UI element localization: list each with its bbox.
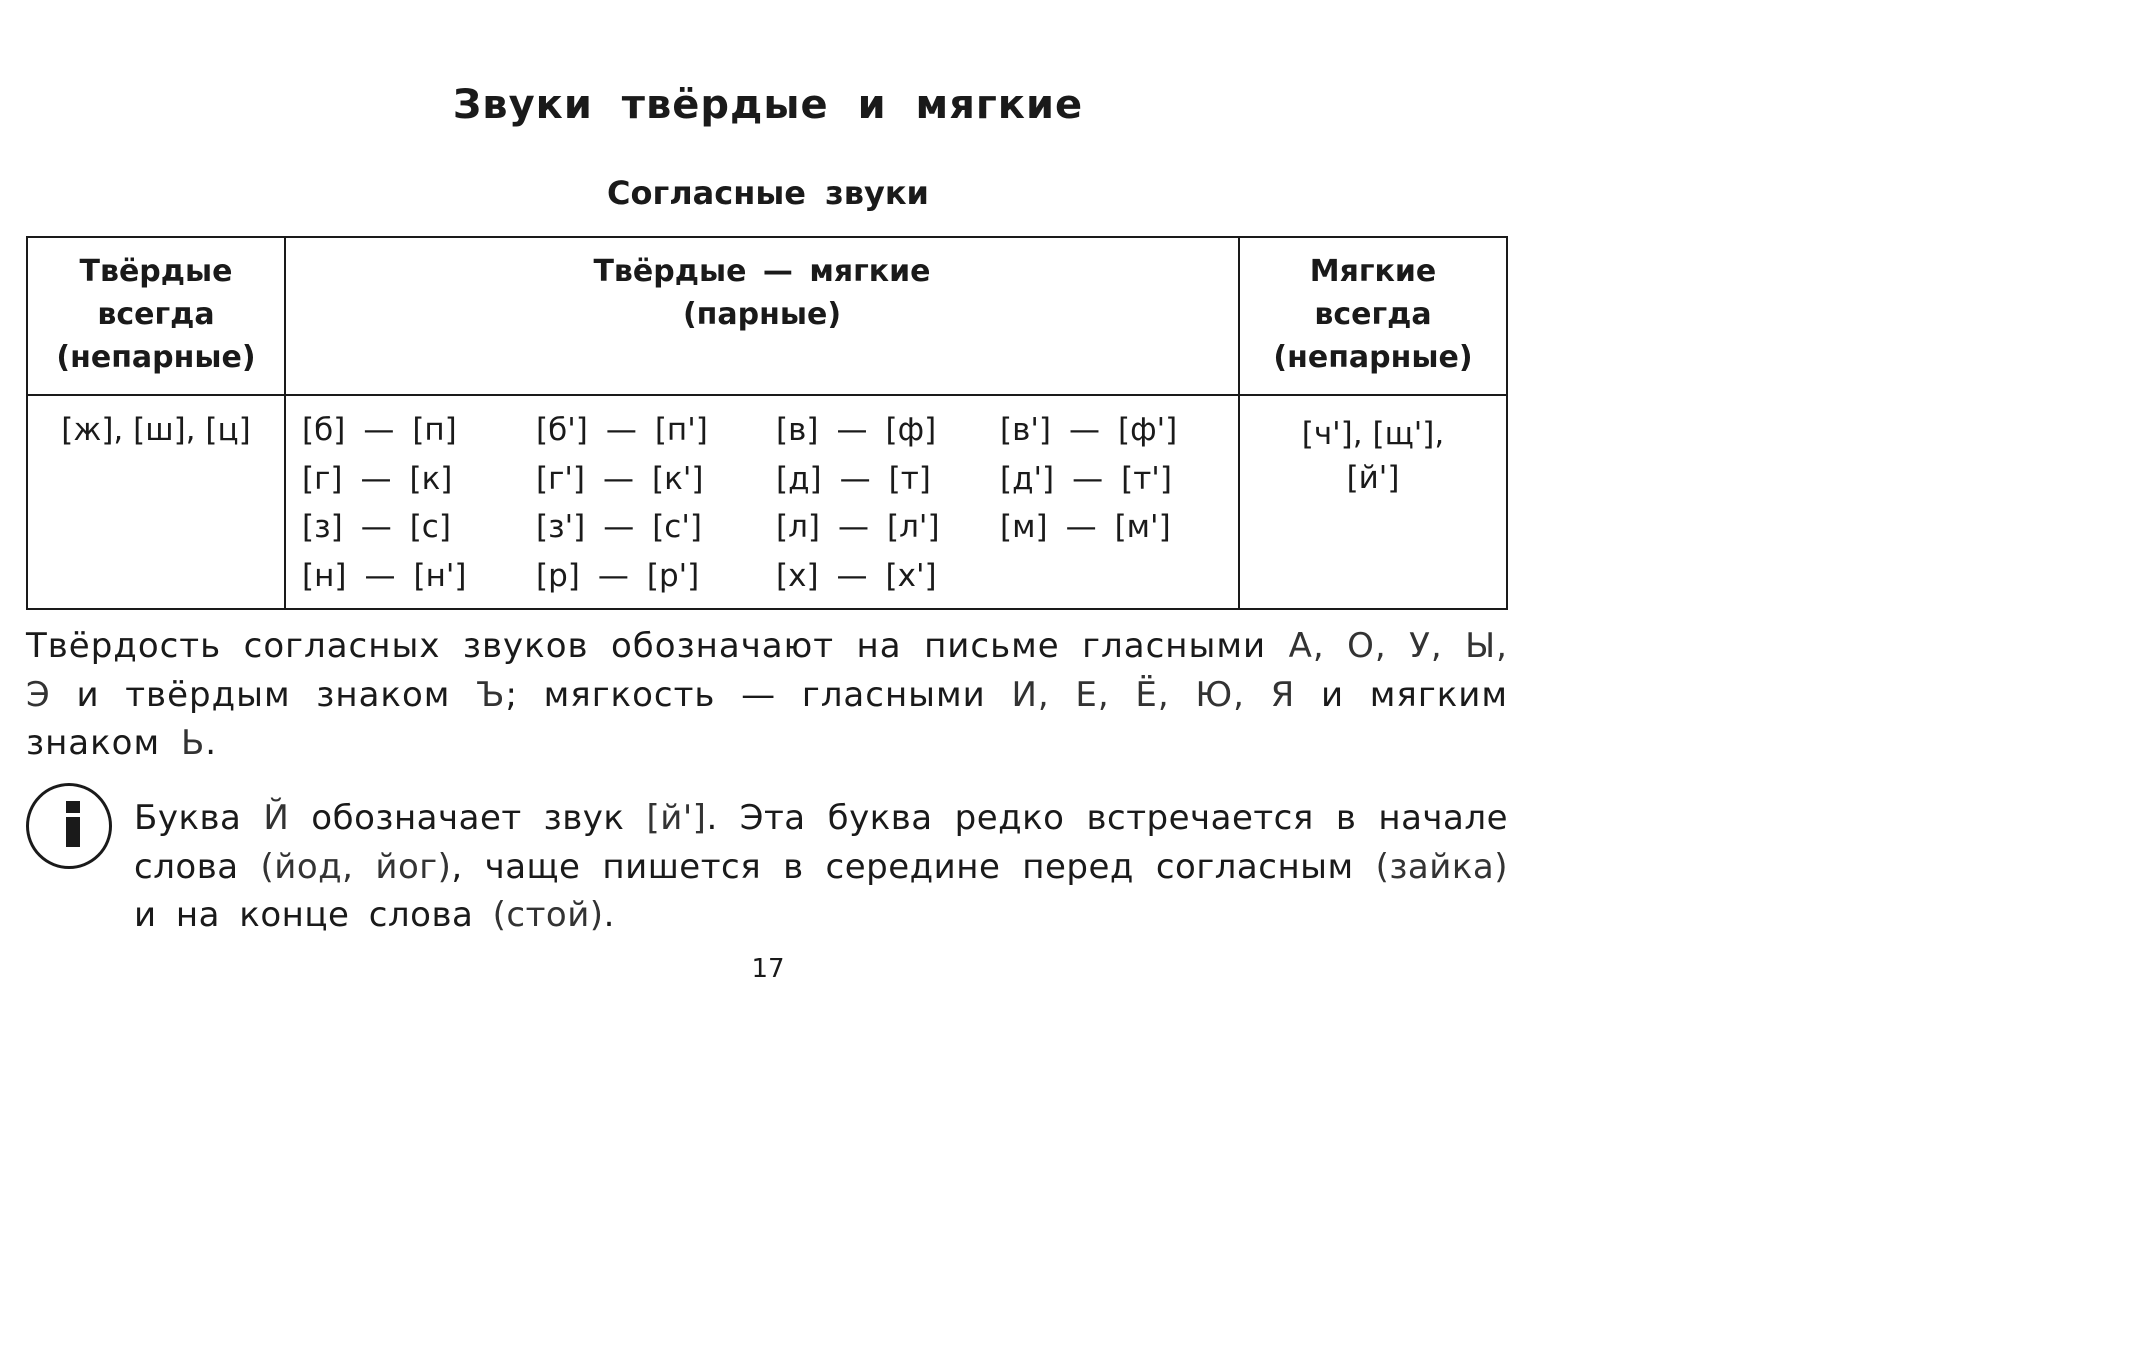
sound-pair (302, 511, 536, 560)
soft-line: [й'] (1346, 460, 1400, 496)
pair-dash: — (603, 460, 634, 497)
soft-sound: [м'] (1114, 509, 1171, 545)
info-text: . (603, 895, 615, 935)
hard-sound: [з'] (536, 509, 586, 545)
header-paired (285, 237, 1239, 395)
header-soft-always (1239, 237, 1507, 395)
rule-text: . (205, 723, 218, 763)
sound-pair (536, 460, 776, 512)
page-number: 17 (751, 954, 785, 984)
sound-pair (536, 511, 776, 560)
table-body-row (27, 395, 1507, 609)
hard-sign: Ъ (476, 674, 506, 715)
info-text: , чаще пишется в середине перед согласным (451, 846, 1376, 887)
info-paragraph (134, 794, 1508, 940)
pair-dash: — (838, 509, 870, 545)
sound-pair (776, 460, 1000, 512)
sound-pair (302, 460, 536, 512)
pair-dash: — (605, 412, 637, 448)
soft-always-sounds (1239, 395, 1507, 609)
hard-sound: [д'] (1000, 460, 1055, 497)
soft-sound: [л'] (887, 509, 940, 545)
header-line: Мягкие (1309, 254, 1437, 289)
info-icon-dot (66, 801, 80, 813)
pair-dash: — (836, 412, 868, 448)
soft-line: [ч'], [щ'], (1301, 416, 1445, 452)
sound-pair (1000, 511, 1220, 560)
soft-sound: [н'] (413, 557, 467, 594)
pair-dash: — (360, 460, 392, 497)
soft-sound: [х'] (885, 557, 937, 594)
soft-sound: [т] (888, 460, 931, 497)
sound-pair (1000, 460, 1220, 512)
header-line: (парные) (682, 297, 842, 332)
info-icon-stem (66, 817, 80, 847)
sound-pair (776, 414, 1000, 463)
hard-always-sounds: [ж], [ш], [ц] (27, 395, 285, 609)
pair-dash: — (360, 509, 392, 545)
info-text: и на конце слова (134, 895, 493, 935)
rule-text: и твёрдым знаком (50, 674, 477, 715)
hard-sound: [з] (302, 509, 343, 545)
hard-sound: [б] (302, 412, 346, 448)
paired-sounds-grid (286, 396, 1238, 608)
info-text: . Эта буква редко встречается в начале слова (134, 798, 1508, 887)
sound-pair (776, 511, 1000, 560)
example-end: (стой) (492, 895, 604, 935)
example-middle: (зайка) (1375, 846, 1508, 887)
soft-sound: [п] (412, 412, 457, 448)
hard-sound: [в'] (1000, 412, 1051, 448)
soft-sound: [к] (409, 460, 453, 497)
sound-pair (536, 557, 776, 609)
pair-dash: — (363, 412, 395, 448)
sound-yot: [й'] (646, 798, 707, 838)
header-line: (непарные) (56, 340, 256, 375)
header-hard-always (27, 237, 285, 395)
table-caption: Согласные звуки (607, 174, 929, 212)
sound-pair (1000, 414, 1220, 463)
pair-dash: — (839, 460, 871, 497)
sound-pair (776, 557, 1000, 609)
sound-pair (536, 414, 776, 463)
header-line: Твёрдые (79, 254, 233, 289)
pair-dash: — (364, 557, 396, 594)
soft-sound: [ф] (885, 412, 937, 448)
header-line: всегда (1314, 297, 1432, 332)
pair-dash: — (836, 557, 868, 594)
info-icon (26, 783, 112, 869)
page-title: Звуки твёрдые и мягкие (452, 82, 1084, 128)
soft-sound: [с'] (652, 509, 702, 545)
info-text: обозначает звук (289, 798, 647, 838)
rule-paragraph (26, 622, 1508, 768)
rule-text: Твёрдость согласных звуков обозначают на письме гласными (26, 626, 1289, 666)
header-line: (непарные) (1273, 340, 1473, 375)
hard-sound: [н] (302, 557, 347, 594)
soft-sound: [к'] (652, 460, 704, 497)
pair-dash: — (603, 509, 635, 545)
table-header-row (27, 237, 1507, 395)
example-start: (йод, йог) (260, 846, 452, 887)
hard-sound: [б'] (536, 412, 588, 448)
hard-vowels: А, О, У, Ы, Э (26, 626, 1508, 715)
hard-sound: [г] (302, 460, 343, 497)
pair-dash: — (1065, 509, 1097, 545)
info-text: Буква (134, 798, 264, 838)
rule-text: ; мягкость — гласными (505, 674, 1012, 715)
sound-pair (302, 414, 536, 463)
soft-sound: [п'] (654, 412, 708, 448)
hard-sound: [д] (776, 460, 822, 497)
hard-sound: [х] (776, 557, 819, 594)
soft-sign: Ь (180, 723, 206, 763)
pair-dash: — (1072, 460, 1104, 497)
hard-sound: [р] (536, 557, 580, 594)
letter-yot: Й (263, 798, 290, 838)
pair-dash: — (597, 557, 629, 594)
header-line: всегда (97, 297, 215, 332)
soft-sound: [р'] (646, 557, 700, 594)
hard-sound: [л] (776, 509, 821, 545)
rule-text: и мягким знаком (26, 674, 1508, 763)
sound-pair (302, 557, 536, 609)
pair-dash: — (1068, 412, 1100, 448)
paired-sounds-cell (285, 395, 1239, 609)
hard-sound: [в] (776, 412, 819, 448)
hard-sound: [г'] (536, 460, 585, 497)
header-line: Твёрдые — мягкие (593, 254, 931, 289)
soft-sound: [с] (409, 509, 451, 545)
soft-sound: [т'] (1121, 460, 1172, 497)
consonants-table (26, 236, 1508, 610)
soft-sound: [ф'] (1117, 412, 1178, 448)
hard-sound: [м] (1000, 509, 1048, 545)
soft-vowels: И, Е, Ё, Ю, Я (1011, 674, 1296, 715)
